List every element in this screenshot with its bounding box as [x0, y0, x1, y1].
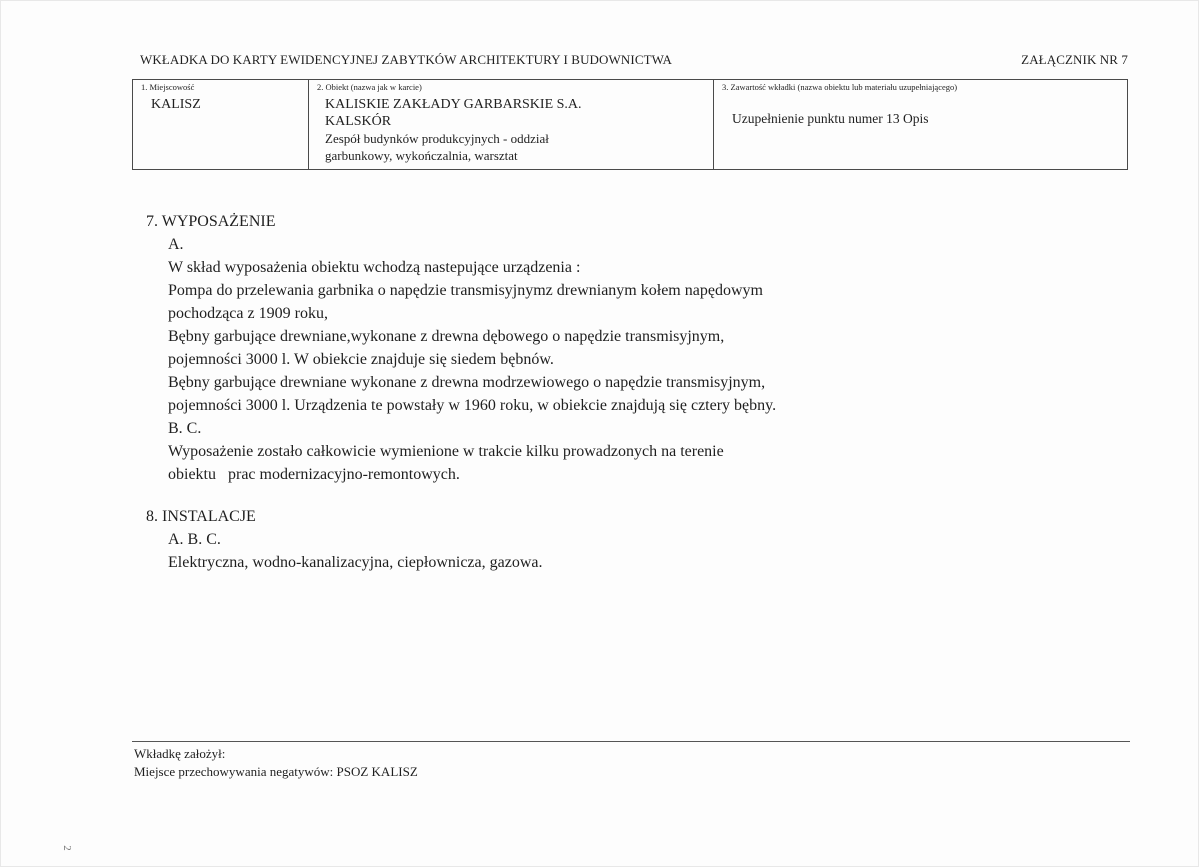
- object-description-line: Zespół budynków produkcyjnych - oddział: [325, 131, 549, 146]
- locality-value: KALISZ: [151, 97, 201, 112]
- object-name: [325, 96, 582, 164]
- object-cell: [309, 80, 714, 169]
- section-line: Bębny garbujące drewniane,wykonane z drewna dębowego o napędzie transmisyjnym,: [168, 328, 725, 345]
- negatives-location-line: Miejsce przechowywania negatywów: PSOZ KALISZ: [134, 764, 418, 779]
- section-installations: [146, 505, 542, 574]
- object-label: 2. Obiekt (nazwa jak w karcie): [317, 82, 422, 92]
- section-equipment: [146, 210, 776, 486]
- footer-divider: [132, 741, 1130, 742]
- section-line: B. C.: [168, 420, 202, 437]
- annex-number: ZAŁĄCZNIK NR 7: [1021, 52, 1128, 67]
- contents-value: Uzupełnienie punktu numer 13 Opis: [732, 111, 929, 126]
- section-line: pochodząca z 1909 roku,: [168, 305, 328, 322]
- section-line: A. B. C.: [168, 531, 221, 548]
- section-line: pojemności 3000 l. W obiekcie znajduje się siedem bębnów.: [168, 351, 554, 368]
- object-description-line: garbunkowy, wykończalnia, warsztat: [325, 148, 518, 163]
- section-line: Pompa do przelewania garbnika o napędzie transmisyjnymz drewnianym kołem napędowym: [168, 282, 763, 299]
- section-line: Elektryczna, wodno-kanalizacyjna, ciepłownicza, gazowa.: [168, 554, 543, 571]
- locality-label: 1. Miejscowość: [141, 82, 195, 92]
- locality-cell: [133, 80, 309, 169]
- section-line: obiektu prac modernizacyjno-remontowych.: [168, 466, 460, 483]
- section-heading: 7. WYPOSAŻENIE: [146, 213, 276, 230]
- contents-label: 3. Zawartość wkładki (nazwa obiektu lub materiału uzupełniającego): [722, 82, 958, 92]
- section-line: pojemności 3000 l. Urządzenia te powstały w 1960 roku, w obiekcie znajdują się cztery bębny.: [168, 397, 777, 414]
- section-line: Bębny garbujące drewniane wykonane z drewna modrzewiowego o napędzie transmisyjnym,: [168, 374, 766, 391]
- section-line: Wyposażenie zostało całkowicie wymienione w trakcie kilku prowadzonych na terenie: [168, 443, 724, 460]
- created-by-line: Wkładkę założył:: [134, 746, 226, 761]
- document-title: WKŁADKA DO KARTY EWIDENCYJNEJ ZABYTKÓW ARCHITEKTURY I BUDOWNICTWA: [140, 52, 673, 67]
- section-heading: 8. INSTALACJE: [146, 508, 256, 525]
- section-line: W skład wyposażenia obiektu wchodzą nastepujące urządzenia :: [168, 259, 581, 276]
- object-name-line: KALISKIE ZAKŁADY GARBARSKIE S.A.: [325, 97, 582, 112]
- info-table: [132, 79, 1128, 170]
- page-number: 2: [60, 845, 73, 851]
- contents-cell: [714, 80, 1127, 169]
- object-name-line: KALSKÓR: [325, 114, 392, 129]
- document-footer: [134, 745, 418, 781]
- section-line: A.: [168, 236, 184, 253]
